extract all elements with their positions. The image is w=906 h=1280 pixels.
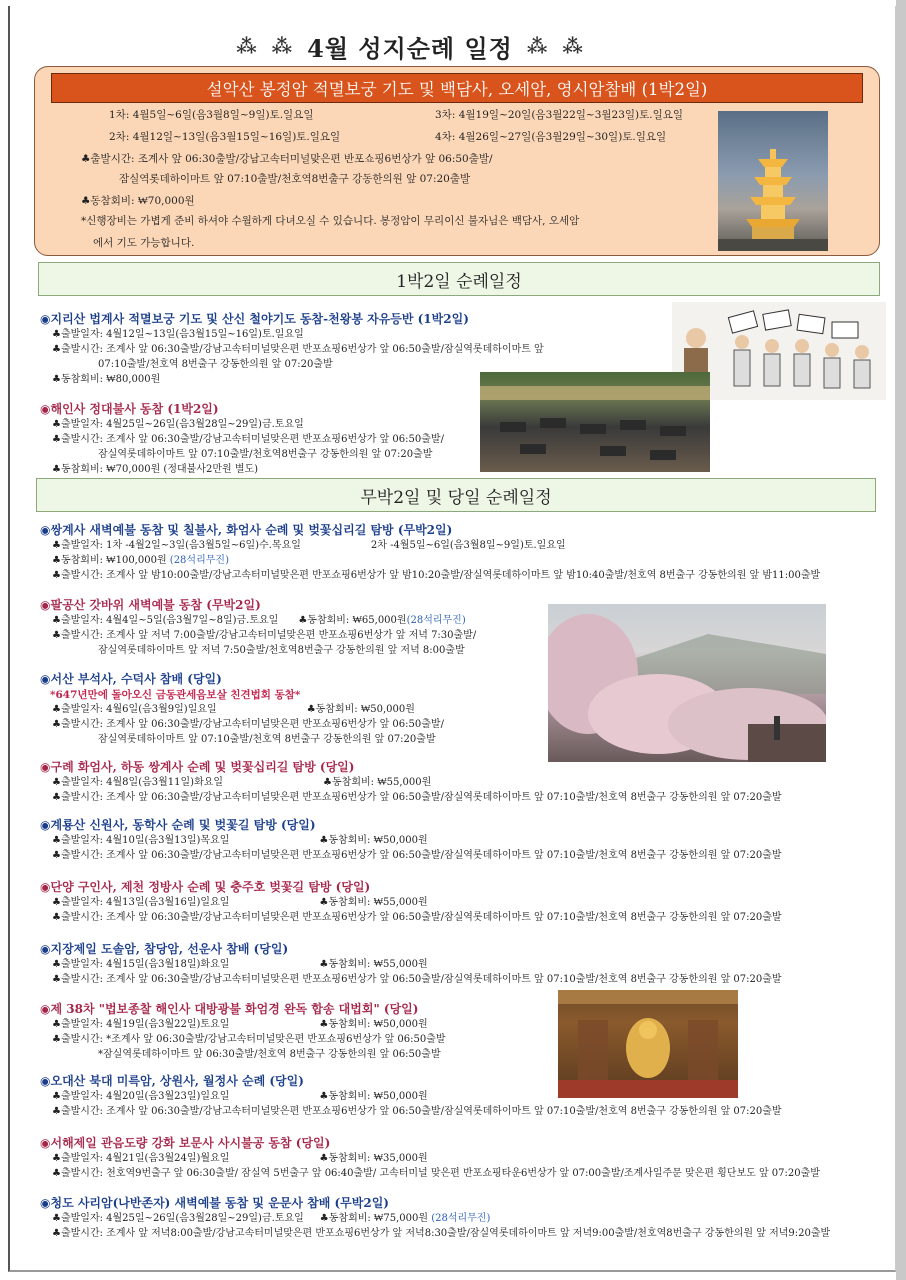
featured-pilgrimage-box xyxy=(34,66,880,256)
trip-date-fee: ♣출발일자: 4월15일(음3월18일)화요일 ♣동참회비: ₩55,000원 xyxy=(52,959,428,970)
trip-fee: ♣동참회비: ₩100,000원 (28석리무진) xyxy=(52,555,229,566)
page-title xyxy=(180,28,640,64)
trip-departure: ♣출발시간: 조계사 앞 밤10:00출발/강남고속터미널맞은편 반포쇼핑6번상가 앞 밤10:20출발/잠실역롯데하이마트 앞 밤10:40출발/천호역 8번출구 강동한의원 앞 밤11:00출발 xyxy=(52,570,821,581)
round-4: 4차: 4월26일~27일(음3월29일~30일)토.일요일 xyxy=(435,131,667,143)
trip-departure: ♣출발시간: 조계사 앞 저녁 7:00출발/강남고속터미널맞은편 반포쇼핑6번상가 앞 저녁 7:30출발/ xyxy=(52,630,477,641)
section-banner-overnight: 1박2일 순례일정 xyxy=(38,262,880,296)
trip-title: ◉서산 부석사, 수덕사 참배 (당일) xyxy=(40,672,222,686)
trip-date-fee: ♣출발일자: 4월10일(음3월13일)목요일 ♣동참회비: ₩50,000원 xyxy=(52,835,428,846)
trip-date: ♣출발일자: 1차 -4월2일~3일(음3월5일~6일)수.목요일 2차 -4월5일~6일(음3월8일~9일)토.일요일 xyxy=(52,540,566,551)
trip-title: ◉구례 화엄사, 하동 쌍계사 순례 및 벚꽃십리길 탐방 (당일) xyxy=(40,760,355,774)
trip-fee: ♣동참회비: ₩70,000원 (정대불사2만원 별도) xyxy=(52,464,259,475)
trip-date-fee: ♣출발일자: 4월13일(음3월16일)일요일 ♣동참회비: ₩55,000원 xyxy=(52,897,428,908)
trip-bomunsa xyxy=(40,1134,820,1181)
trip-seosan xyxy=(40,670,444,747)
section-banner-daytrips: 무박2일 및 당일 순례일정 xyxy=(36,478,876,512)
note: *신행장비는 가볍게 준비 하셔야 수월하게 다녀오실 수 있습니다. 봉정암이 무리이신 불자님은 백담사, 오세암 xyxy=(81,215,580,227)
trip-title: ◉지장제일 도솔암, 참당암, 선운사 참배 (당일) xyxy=(40,942,289,956)
trip-haeinsa-overnight xyxy=(40,400,444,477)
trip-title: ◉제 38차 "법보종찰 해인사 대방광불 화엄경 완독 합송 대법회" (당일) xyxy=(40,1002,419,1016)
trip-departure-cont: *잠실역롯데하이마트 앞 06:30출발/천호역 8번출구 강동한의원 앞 06:50출발 xyxy=(98,1049,441,1060)
trip-departure: ♣출발시간: 조계사 앞 06:30출발/강남고속터미널맞은편 반포쇼핑6번상가 앞 06:50출발/잠실역롯데하이마트 앞 07:10출발/천호역 8번출구 강동한의원 앞 07:20출발 xyxy=(52,912,782,923)
crowd-illustration xyxy=(480,372,710,472)
departure-times: ♣출발시간: 조계사 앞 06:30출발/강남고속터미널맞은편 반포쇼핑6번상가 앞 06:50출발/ xyxy=(81,153,493,165)
trip-departure-cont: 잠실역롯데하이마트 앞 07:10출발/천호역 8번출구 강동한의원 앞 07:20출발 xyxy=(98,734,436,745)
ornament-icon: ⁂ xyxy=(236,34,258,58)
trip-date-fee: ♣출발일자: 4월25일~26일(음3월28일~29일)금.토요일 ♣동참회비: ₩75,000원 (28석리무진) xyxy=(52,1213,491,1224)
trip-departure: ♣출발시간: 조계사 앞 06:30출발/강남고속터미널맞은편 반포쇼핑6번상가 앞 06:50출발/잠실역롯데하이마트 앞 xyxy=(52,344,544,355)
trip-departure: ♣출발시간: 조계사 앞 저녁8:00출발/강남고속터미널맞은편 반포쇼핑6번상가 앞 저녁8:30출발/잠실역롯데하이마트 앞 저녁9:00출발/천호역8번출구 강동한의원 앞 저녁9:20출발 xyxy=(52,1228,831,1239)
ornament-icon: ⁂ xyxy=(562,34,584,58)
trip-departure: ♣출발시간: 조계사 앞 06:30출발/강남고속터미널맞은편 반포쇼핑6번상가 앞 06:50출발/잠실역롯데하이마트 앞 07:10출발/천호역 8번출구 강동한의원 앞 07:20출발 xyxy=(52,974,782,985)
participation-fee: ♣동참회비: ₩70,000원 xyxy=(81,195,195,207)
trip-date: ♣출발일자: 4월12일~13일(음3월15일~16일)토.일요일 xyxy=(52,329,304,340)
trip-palgongsan xyxy=(40,596,476,658)
trip-date-fee: ♣출발일자: 4월6일(음3월9일)일요일 ♣동참회비: ₩50,000원 xyxy=(52,704,415,715)
trip-gyeryongsan xyxy=(40,816,782,863)
blossom-scene xyxy=(548,604,826,762)
trip-departure: ♣출발시간: 조계사 앞 06:30출발/강남고속터미널맞은편 반포쇼핑6번상가 앞 06:50출발/ xyxy=(52,719,444,730)
pagoda-illustration xyxy=(718,111,828,251)
trip-departure: ♣출발시간: 천호역9번출구 앞 06:30출발/ 잠실역 5번출구 앞 06:40출발/ 고속터미널 맞은편 반포쇼핑타운6번상가 앞 07:00출발/조계사일주문 맞은편 횡단보도 앞 07:20출발 xyxy=(52,1168,820,1179)
trip-danyang xyxy=(40,878,782,925)
trip-date-fee: ♣출발일자: 4월20일(음3월23일)일요일 ♣동참회비: ₩50,000원 xyxy=(52,1091,428,1102)
trip-title: ◉계룡산 신원사, 동학사 순례 및 벚꽃길 탐방 (당일) xyxy=(40,818,316,832)
viewer-edge xyxy=(896,0,906,1280)
trip-title: ◉쌍계사 새벽예불 동참 및 칠불사, 화엄사 순례 및 벚꽃십리길 탐방 (무박2일) xyxy=(40,523,453,537)
pagoda-photo xyxy=(718,111,828,251)
special-event-note: *647년만에 돌아오신 금동관세음보살 친견법회 동참* xyxy=(50,689,301,701)
trip-title: ◉오대산 북대 미륵암, 상원사, 월정사 순례 (당일) xyxy=(40,1074,304,1088)
trip-cheongdo xyxy=(40,1194,830,1241)
trip-title: ◉서해제일 관음도량 강화 보문사 사시불공 동참 (당일) xyxy=(40,1136,331,1150)
trip-jirisan xyxy=(40,310,544,387)
trip-departure: ♣출발시간: 조계사 앞 06:30출발/강남고속터미널맞은편 반포쇼핑6번상가 앞 06:50출발/잠실역롯데하이마트 앞 07:10출발/천호역 8번출구 강동한의원 앞 07:20출발 xyxy=(52,850,782,861)
trip-seonunsa xyxy=(40,940,782,987)
trip-date-fee: ♣출발일자: 4월4일~5일(음3월7일~8일)금.토요일 ♣동참회비: ₩65,000원(28석리무진) xyxy=(52,615,466,626)
trip-haeinsa-dharma xyxy=(40,1000,446,1062)
trip-title: ◉단양 구인사, 제천 정방사 순례 및 충주호 벚꽃길 탐방 (당일) xyxy=(40,880,371,894)
ceremony-crowd-photo xyxy=(480,372,710,472)
trip-title: ◉청도 사리암(나반존자) 새벽예불 동참 및 운문사 참배 (무박2일) xyxy=(40,1196,389,1210)
departure-times-cont: 잠실역롯데하이마트 앞 07:10출발/천호역8번출구 강동한의원 앞 07:20출발 xyxy=(119,173,471,185)
ornament-icon: ⁂ xyxy=(526,34,549,58)
trip-departure: ♣출발시간: 조계사 앞 06:30출발/강남고속터미널맞은편 반포쇼핑6번상가 앞 06:50출발/잠실역롯데하이마트 앞 07:10출발/천호역 8번출구 강동한의원 앞 07:20출발 xyxy=(52,792,782,803)
trip-date-fee: ♣출발일자: 4월19일(음3월22일)토요일 ♣동참회비: ₩50,000원 xyxy=(52,1019,428,1030)
trip-departure-cont: 잠실역롯데하이마트 앞 07:10출발/천호역8번출구 강동한의원 앞 07:20출발 xyxy=(98,449,433,460)
trip-title: ◉해인사 정대불사 동참 (1박2일) xyxy=(40,402,219,416)
trip-ssanggyesa xyxy=(40,521,820,583)
trip-fee: ♣동참회비: ₩80,000원 xyxy=(52,374,161,385)
trip-date: ♣출발일자: 4월25일~26일(음3월28일~29일)금.토요일 xyxy=(52,419,304,430)
cherry-blossom-photo xyxy=(548,604,826,762)
trip-departure-cont: 07:10출발/천호역 8번출구 강동한의원 앞 07:20출발 xyxy=(98,359,333,370)
trip-title: ◉팔공산 갓바위 새벽예불 동참 (무박2일) xyxy=(40,598,261,612)
featured-heading: 설악산 봉정암 적멸보궁 기도 및 백담사, 오세암, 영시암참배 (1박2일) xyxy=(51,73,863,103)
trip-gurye xyxy=(40,758,782,805)
trip-departure: ♣출발시간: 조계사 앞 06:30출발/강남고속터미널맞은편 반포쇼핑6번상가 앞 06:50출발/잠실역롯데하이마트 앞 07:10출발/천호역 8번출구 강동한의원 앞 07:20출발 xyxy=(52,1106,782,1117)
trip-odaesan xyxy=(40,1072,782,1119)
ornament-icon: ⁂ xyxy=(271,34,294,58)
trip-date-fee: ♣출발일자: 4월8일(음3월11일)화요일 ♣동참회비: ₩55,000원 xyxy=(52,777,432,788)
trip-date-fee: ♣출발일자: 4월21일(음3월24일)월요일 ♣동참회비: ₩35,000원 xyxy=(52,1153,428,1164)
note-cont: 에서 기도 가능합니다. xyxy=(93,237,195,249)
round-3: 3차: 4월19일~20일(음3월22일~3월23일)토.일요일 xyxy=(435,109,684,121)
trip-departure: ♣출발시간: *조계사 앞 06:30출발/강남고속터미널맞은편 반포쇼핑6번상가 앞 06:50출발 xyxy=(52,1034,446,1045)
trip-departure: ♣출발시간: 조계사 앞 06:30출발/강남고속터미널맞은편 반포쇼핑6번상가 앞 06:50출발/ xyxy=(52,434,444,445)
trip-title: ◉지리산 법계사 적멸보궁 기도 및 산신 철야기도 동참-천왕봉 자유등반 (1박2일) xyxy=(40,312,469,326)
round-1: 1차: 4월5일~6일(음3월8일~9일)토.일요일 xyxy=(109,109,314,121)
page-title-text: 4월 성지순례 일정 xyxy=(307,33,513,63)
trip-departure-cont: 잠실역롯데하이마트 앞 저녁 7:50출발/천호역8번출구 강동한의원 앞 저녁 8:00출발 xyxy=(98,645,465,656)
round-2: 2차: 4월12일~13일(음3월15일~16일)토.일요일 xyxy=(109,131,341,143)
